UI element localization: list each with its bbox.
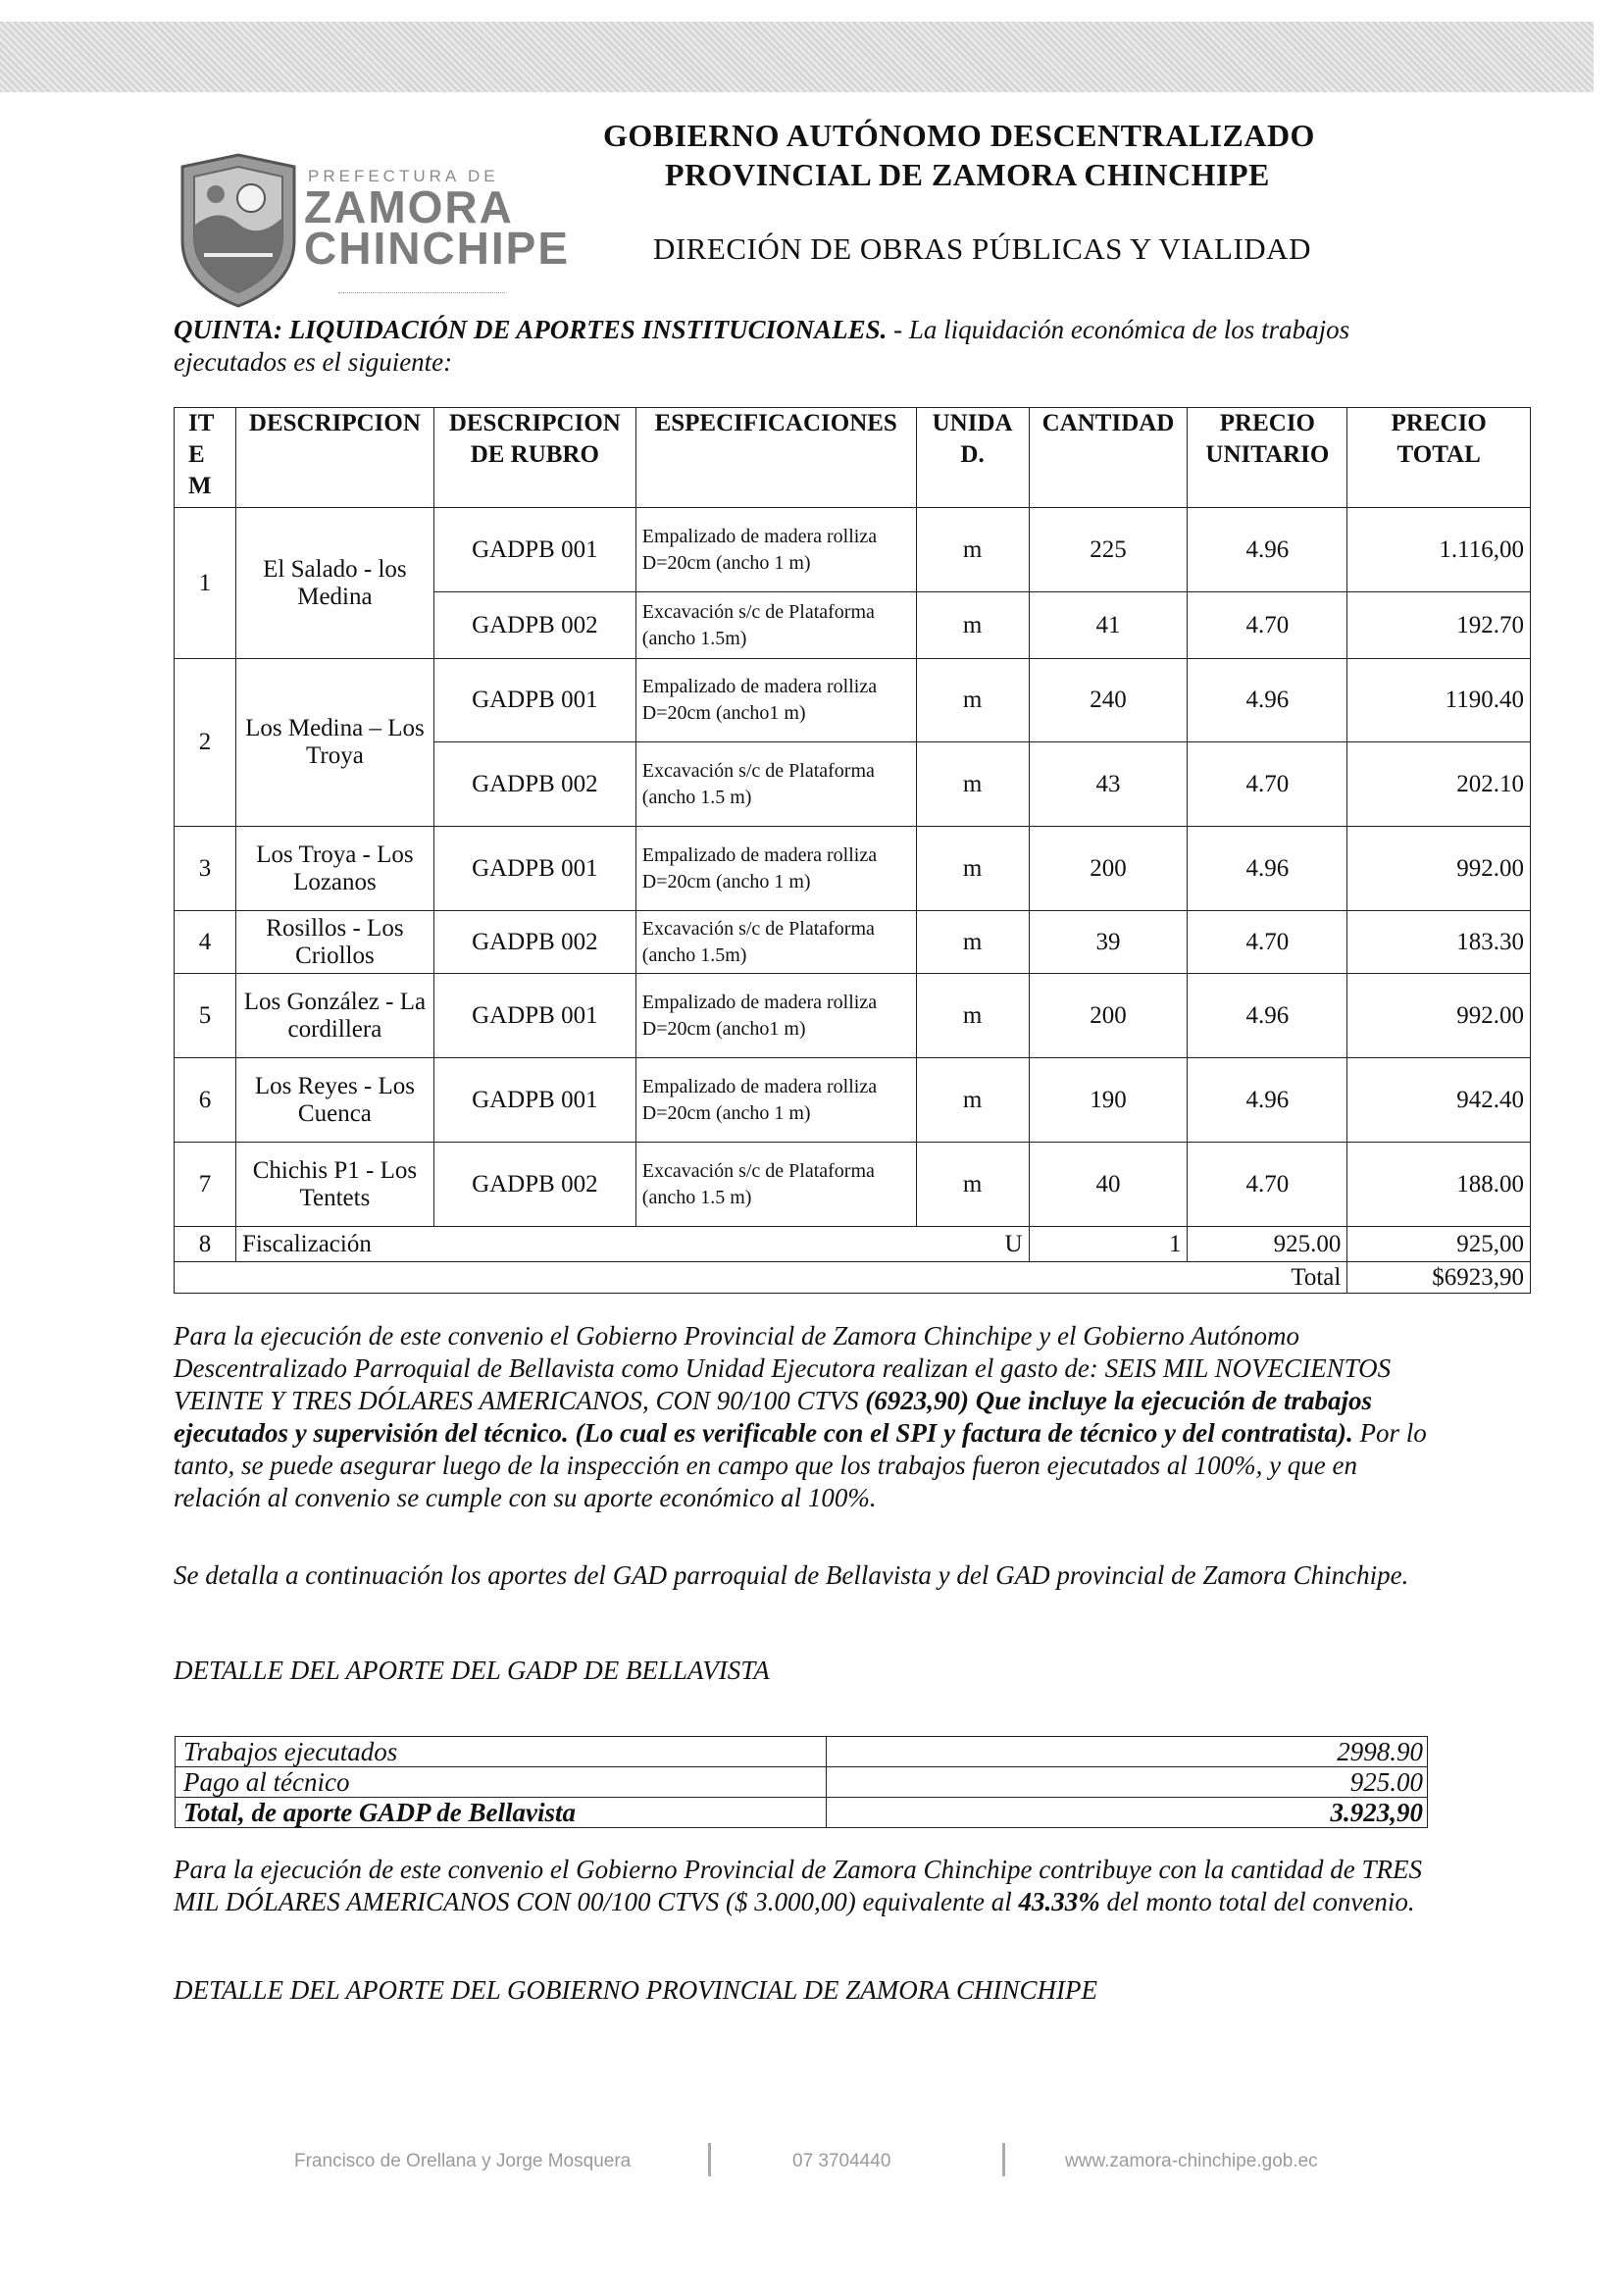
- summary-row: [176, 1767, 1428, 1798]
- item-description: Rosillos - Los Criollos: [235, 911, 433, 974]
- paragraph-contribucion-text1: Para la ejecución de este convenio el Gobierno Provincial de Zamora Chinchipe contribuye con la cantidad de TRES MIL DÓLARES AMERICANOS CON 00/100 CTVS ($ 3.000,00) equivalente al: [174, 1855, 1422, 1916]
- summary-label: Total, de aporte GADP de Bellavista: [176, 1798, 827, 1828]
- section-heading: QUINTA: LIQUIDACIÓN DE APORTES INSTITUCIONALES.: [174, 315, 888, 344]
- total-price: 992.00: [1347, 974, 1531, 1058]
- table-row: [175, 827, 1531, 911]
- spec-text: Excavación s/c de Plataforma (ancho 1.5m): [635, 592, 916, 659]
- footer-separator: [1002, 2143, 1005, 2176]
- footer-separator: [708, 2143, 711, 2176]
- unit: U: [916, 1227, 1029, 1262]
- spec-text: Empalizado de madera rolliza D=20cm (ancho 1 m): [635, 1058, 916, 1143]
- intro-text: - La liquidación económica de los trabajos ejecutados es el siguiente:: [174, 315, 1350, 377]
- footer-phone: 07 3704440: [792, 2151, 891, 2171]
- paragraph-ejecucion-text1: Para la ejecución de este convenio el Gobierno Provincial de Zamora Chinchipe y el Gobierno Autónomo Descentralizado Parroquial de Bellavista como Unidad Ejecutora realizan el gasto de: SEIS MIL NOVECIENTOS VEINTE Y TRES DÓLARES AMERICANOS, CON 90/100 CTVS: [174, 1321, 1392, 1415]
- item-number: 6: [175, 1058, 236, 1143]
- subtitle-provincial: DETALLE DEL APORTE DEL GOBIERNO PROVINCIAL DE ZAMORA CHINCHIPE: [174, 1975, 1098, 2005]
- table-row: [175, 659, 1531, 742]
- table-row: [175, 508, 1531, 592]
- item-number: 8: [175, 1227, 236, 1262]
- summary-label: Trabajos ejecutados: [176, 1737, 827, 1767]
- header-descripcion: DESCRIPCION: [235, 408, 433, 508]
- paragraph-ejecucion-text2: Por lo tanto, se puede asegurar luego de la inspección en campo que los trabajos fueron ejecutados al 100%, y que en relación al convenio se cumple con su aporte económico al 100%.: [174, 1418, 1427, 1512]
- unit-price: 4.70: [1188, 1143, 1347, 1227]
- rubro-code: GADPB 002: [433, 1143, 635, 1227]
- rubro-code: GADPB 002: [433, 742, 635, 827]
- item-description: Los González - La cordillera: [235, 974, 433, 1058]
- quantity: 240: [1029, 659, 1188, 742]
- rubro-code: GADPB 001: [433, 659, 635, 742]
- spec-text: Empalizado de madera rolliza D=20cm (ancho1 m): [635, 974, 916, 1058]
- item-description: Los Medina – Los Troya: [235, 659, 433, 827]
- spec-text: Empalizado de madera rolliza D=20cm (ancho 1 m): [635, 827, 916, 911]
- summary-value: 3.923,90: [827, 1798, 1428, 1828]
- total-price: 192.70: [1347, 592, 1531, 659]
- rubro-code: GADPB 001: [433, 827, 635, 911]
- quantity: 200: [1029, 974, 1188, 1058]
- logo-wordmark: [304, 167, 571, 274]
- paragraph-ejecucion-bold: (6923,90) Que incluye la ejecución de trabajos ejecutados y supervisión del técnico. (Lo cual es verificable con el SPI y factura de técnico y del contratista).: [174, 1386, 1372, 1448]
- rubro-code: GADPB 001: [433, 974, 635, 1058]
- item-number: 4: [175, 911, 236, 974]
- unit-price: 4.96: [1188, 1058, 1347, 1143]
- footer-address: Francisco de Orellana y Jorge Mosquera: [294, 2151, 632, 2171]
- spec-text: Excavación s/c de Plataforma (ancho 1.5m): [635, 911, 916, 974]
- header-unidad: UNIDA D.: [916, 408, 1029, 508]
- quantity: 39: [1029, 911, 1188, 974]
- header-precio-total: PRECIO TOTAL: [1347, 408, 1531, 508]
- paragraph-contribucion-text2: del monto total del convenio.: [1099, 1887, 1415, 1916]
- unit: m: [916, 592, 1029, 659]
- spec-text: Empalizado de madera rolliza D=20cm (ancho1 m): [635, 659, 916, 742]
- quantity: 43: [1029, 742, 1188, 827]
- total-price: 1.116,00: [1347, 508, 1531, 592]
- item-description: Los Troya - Los Lozanos: [235, 827, 433, 911]
- unit-price: 4.96: [1188, 827, 1347, 911]
- unit: m: [916, 827, 1029, 911]
- table-row: [175, 974, 1531, 1058]
- quantity: 40: [1029, 1143, 1188, 1227]
- logo-zamora-text: ZAMORA: [304, 181, 514, 232]
- rubro-code: GADPB 001: [433, 508, 635, 592]
- quantity: 200: [1029, 827, 1188, 911]
- unit: m: [916, 659, 1029, 742]
- subtitle-bellavista: DETALLE DEL APORTE DEL GADP DE BELLAVISTA: [174, 1656, 770, 1685]
- scan-artifact-band: [0, 22, 1594, 92]
- quantity: 41: [1029, 592, 1188, 659]
- unit: m: [916, 742, 1029, 827]
- unit-price: 925.00: [1188, 1227, 1347, 1262]
- rubro-code: GADPB 002: [433, 911, 635, 974]
- paragraph-ejecucion: [174, 1320, 1431, 1514]
- total-price: 202.10: [1347, 742, 1531, 827]
- unit: m: [916, 1143, 1029, 1227]
- summary-row: [176, 1737, 1428, 1767]
- item-number: 2: [175, 659, 236, 827]
- item-number: 7: [175, 1143, 236, 1227]
- rubro-code: GADPB 002: [433, 592, 635, 659]
- paragraph-contribucion: [174, 1854, 1431, 1918]
- header-department: DIRECIÓN DE OBRAS PÚBLICAS Y VIALIDAD: [653, 231, 1311, 266]
- header-item: IT E M: [175, 408, 236, 508]
- quantity: 190: [1029, 1058, 1188, 1143]
- table-row: [175, 1058, 1531, 1143]
- total-price: 942.40: [1347, 1058, 1531, 1143]
- table-row: [175, 1143, 1531, 1227]
- logo-top-text: PREFECTURA DE: [308, 167, 499, 185]
- unit-price: 4.96: [1188, 659, 1347, 742]
- total-price: 925,00: [1347, 1227, 1531, 1262]
- item-number: 5: [175, 974, 236, 1058]
- logo-divider: [338, 292, 505, 293]
- total-price: 188.00: [1347, 1143, 1531, 1227]
- unit-price: 4.70: [1188, 592, 1347, 659]
- total-row: [175, 1262, 1531, 1294]
- summary-label: Pago al técnico: [176, 1767, 827, 1798]
- item-number: 1: [175, 508, 236, 659]
- logo-chinchipe-text: CHINCHIPE: [304, 223, 571, 274]
- footer-website: www.zamora-chinchipe.gob.ec: [1065, 2151, 1318, 2171]
- liquidation-table: [174, 407, 1531, 1294]
- total-price: 1190.40: [1347, 659, 1531, 742]
- table-row: [175, 911, 1531, 974]
- header-especificaciones: ESPECIFICACIONES: [635, 408, 916, 508]
- paragraph-detalle: Se detalla a continuación los aportes del GAD parroquial de Bellavista y del GAD provincial de Zamora Chinchipe.: [174, 1560, 1409, 1590]
- table-header-row: [175, 408, 1531, 508]
- header-precio-unitario: PRECIO UNITARIO: [1188, 408, 1347, 508]
- summary-value: 2998.90: [827, 1737, 1428, 1767]
- intro-paragraph: [174, 314, 1429, 379]
- unit-price: 4.96: [1188, 508, 1347, 592]
- item-description: El Salado - los Medina: [235, 508, 433, 659]
- total-price: 992.00: [1347, 827, 1531, 911]
- item-number: 3: [175, 827, 236, 911]
- unit: m: [916, 911, 1029, 974]
- unit-price: 4.70: [1188, 742, 1347, 827]
- summary-total-row: [176, 1798, 1428, 1828]
- item-description: Chichis P1 - Los Tentets: [235, 1143, 433, 1227]
- paragraph-contribucion-bold: 43.33%: [1018, 1887, 1100, 1916]
- bellavista-summary-table: [175, 1736, 1428, 1828]
- unit: m: [916, 1058, 1029, 1143]
- item-description: Los Reyes - Los Cuenca: [235, 1058, 433, 1143]
- prefectura-shield-logo-icon: [175, 147, 302, 312]
- spec-text: Excavación s/c de Plataforma (ancho 1.5 m): [635, 742, 916, 827]
- spec-text: Empalizado de madera rolliza D=20cm (ancho 1 m): [635, 508, 916, 592]
- fiscalizacion-row: [175, 1227, 1531, 1262]
- header-title-line1: GOBIERNO AUTÓNOMO DESCENTRALIZADO: [603, 118, 1315, 153]
- quantity: 225: [1029, 508, 1188, 592]
- summary-value: 925.00: [827, 1767, 1428, 1798]
- rubro-code: GADPB 001: [433, 1058, 635, 1143]
- unit-price: 4.96: [1188, 974, 1347, 1058]
- unit: m: [916, 508, 1029, 592]
- header-title-line2: PROVINCIAL DE ZAMORA CHINCHIPE: [665, 157, 1270, 192]
- quantity: 1: [1029, 1227, 1188, 1262]
- unit: m: [916, 974, 1029, 1058]
- total-value: $6923,90: [1347, 1262, 1531, 1294]
- spec-text: Excavación s/c de Plataforma (ancho 1.5 m): [635, 1143, 916, 1227]
- item-description: Fiscalización: [235, 1227, 916, 1262]
- total-label: Total: [175, 1262, 1347, 1294]
- unit-price: 4.70: [1188, 911, 1347, 974]
- header-cantidad: CANTIDAD: [1029, 408, 1188, 508]
- header-rubro: DESCRIPCION DE RUBRO: [433, 408, 635, 508]
- total-price: 183.30: [1347, 911, 1531, 974]
